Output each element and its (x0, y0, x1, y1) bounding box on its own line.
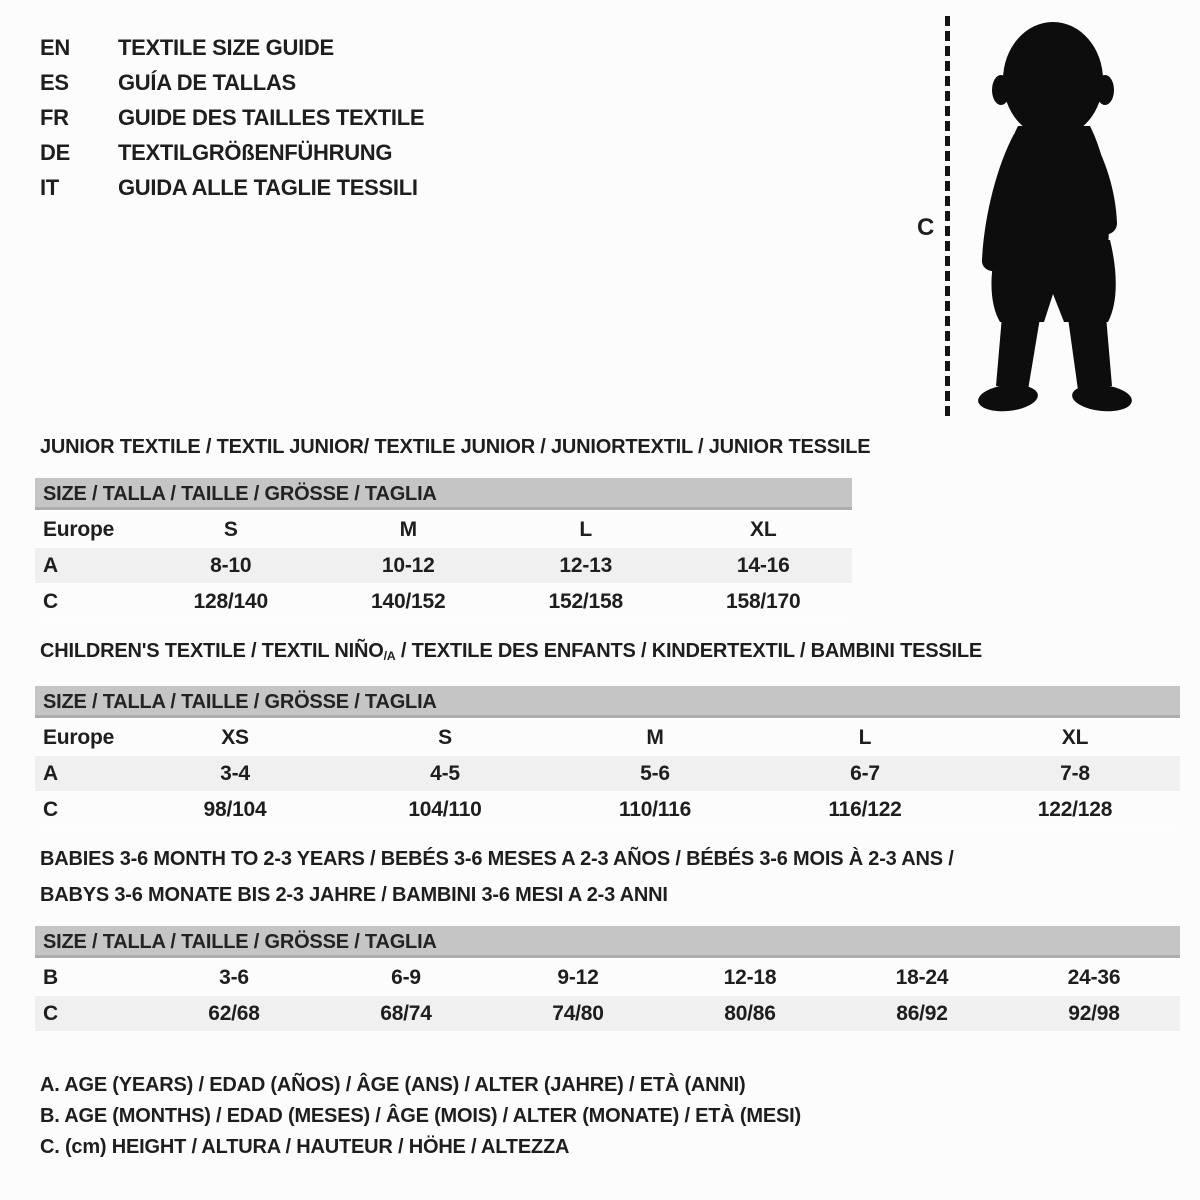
table-cell: 7-8 (1060, 761, 1090, 785)
language-row-de (40, 135, 424, 170)
language-code: ES (40, 69, 69, 95)
table-cell: 8-10 (210, 553, 252, 577)
table-cell: 5-6 (640, 761, 670, 785)
guide-title: GUIDE DES TAILLES TEXTILE (118, 104, 425, 130)
table-cell: 104/110 (408, 797, 482, 821)
row-label: C (43, 797, 58, 821)
table-cell: XL (750, 517, 777, 541)
row-label: C (43, 589, 58, 613)
babies-size-table (35, 926, 1180, 1032)
guide-title: TEXTILE SIZE GUIDE (118, 34, 334, 60)
junior-section-title: JUNIOR TEXTILE / TEXTIL JUNIOR/ TEXTILE JUNIOR / JUNIORTEXTIL / JUNIOR TESSILE (40, 436, 871, 458)
babies-section-title-line2: BABYS 3-6 MONATE BIS 2-3 JAHRE / BAMBINI 3-6 MESI A 2-3 ANNI (40, 884, 668, 906)
language-code: IT (40, 174, 59, 200)
row-label: A (43, 761, 58, 785)
row-label: Europe (43, 517, 115, 541)
table-cell: 12-18 (723, 965, 777, 989)
language-row-en (40, 30, 424, 65)
table-cell: XL (1061, 725, 1089, 749)
table-cell: 4-5 (430, 761, 460, 785)
children-section-title (40, 640, 982, 663)
table-cell: S (438, 725, 452, 749)
table-cell: 6-9 (391, 965, 421, 989)
guide-title: TEXTILGRÖßENFÜHRUNG (118, 139, 393, 165)
table-cell: 110/116 (618, 797, 692, 821)
table-cell: 10-12 (381, 553, 435, 577)
legend-age-months: B. AGE (MONTHS) / EDAD (MESES) / ÂGE (MOIS) / ALTER (MONATE) / ETÀ (MESI) (40, 1105, 801, 1127)
guide-title: GUIDA ALLE TAGLIE TESSILI (118, 174, 418, 200)
language-row-fr (40, 100, 424, 135)
table-cell: 62/68 (208, 1001, 260, 1025)
table-cell: 6-7 (850, 761, 880, 785)
babies-section-title-line1: BABIES 3-6 MONTH TO 2-3 YEARS / BEBÉS 3-6 MESES A 2-3 AÑOS / BÉBÉS 3-6 MOIS À 2-3 ANS / (40, 848, 954, 870)
row-label: B (43, 965, 58, 989)
children-title-suffix: / TEXTILE DES ENFANTS / KINDERTEXTIL / BAMBINI TESSILE (395, 640, 983, 662)
children-size-table (35, 686, 1180, 828)
table-cell: 140/152 (370, 589, 446, 613)
table-cell: L (579, 517, 593, 541)
junior-size-table (35, 478, 852, 620)
table-cell: 92/98 (1068, 1001, 1120, 1025)
table-row-europe (35, 720, 1180, 756)
table-cell: L (858, 725, 872, 749)
language-code: DE (40, 139, 70, 165)
table-row-height (35, 584, 852, 620)
row-label: C (43, 1001, 58, 1025)
table-cell: M (646, 725, 664, 749)
table-cell: XS (221, 725, 249, 749)
legend-age-years: A. AGE (YEARS) / EDAD (AÑOS) / ÂGE (ANS) / ALTER (JAHRE) / ETÀ (ANNI) (40, 1074, 746, 1096)
table-cell: 9-12 (557, 965, 599, 989)
table-cell: 3-6 (219, 965, 249, 989)
table-cell: 152/158 (548, 589, 623, 613)
table-cell: 98/104 (203, 797, 267, 821)
table-cell: 68/74 (380, 1001, 432, 1025)
language-title-list (40, 30, 424, 205)
row-label: A (43, 553, 58, 577)
language-code: EN (40, 34, 70, 60)
legend-height-cm: C. (cm) HEIGHT / ALTURA / HAUTEUR / HÖHE / ALTEZZA (40, 1136, 570, 1158)
table-row-height (35, 792, 1180, 828)
table-row-height (35, 996, 1180, 1032)
table-row-age-years (35, 756, 1180, 792)
table-cell: 14-16 (736, 553, 790, 577)
table-cell: 128/140 (193, 589, 268, 613)
table-cell: 80/86 (724, 1001, 776, 1025)
children-title-prefix: CHILDREN'S TEXTILE / TEXTIL NIÑO (40, 640, 384, 662)
row-label: Europe (43, 725, 115, 749)
table-cell: M (399, 517, 417, 541)
table-cell: 12-13 (559, 553, 613, 577)
language-code: FR (40, 104, 69, 130)
table-cell: 158/170 (725, 589, 801, 613)
table-row-age-months (35, 960, 1180, 996)
size-header-bar: SIZE / TALLA / TAILLE / GRÖSSE / TAGLIA (35, 686, 1180, 720)
measure-legend (40, 1070, 801, 1163)
guide-title: GUÍA DE TALLAS (118, 69, 296, 95)
baby-silhouette-icon (967, 18, 1139, 418)
table-cell: 116/122 (828, 797, 902, 821)
size-header-bar: SIZE / TALLA / TAILLE / GRÖSSE / TAGLIA (35, 926, 1180, 960)
size-header-bar: SIZE / TALLA / TAILLE / GRÖSSE / TAGLIA (35, 478, 852, 512)
table-row-age-years (35, 548, 852, 584)
table-cell: 3-4 (220, 761, 250, 785)
children-title-sub: /A (383, 649, 396, 663)
table-cell: 18-24 (895, 965, 949, 989)
table-cell: 74/80 (552, 1001, 604, 1025)
language-row-es (40, 65, 424, 100)
table-cell: 122/128 (1037, 797, 1113, 821)
table-cell: 86/92 (896, 1001, 948, 1025)
measure-dashed-line (945, 16, 950, 416)
table-row-europe (35, 512, 852, 548)
table-cell: 24-36 (1067, 965, 1121, 989)
table-cell: S (223, 517, 238, 541)
height-measure-figure (915, 12, 1165, 424)
language-row-it (40, 170, 424, 205)
measure-c-label: C (917, 214, 935, 241)
